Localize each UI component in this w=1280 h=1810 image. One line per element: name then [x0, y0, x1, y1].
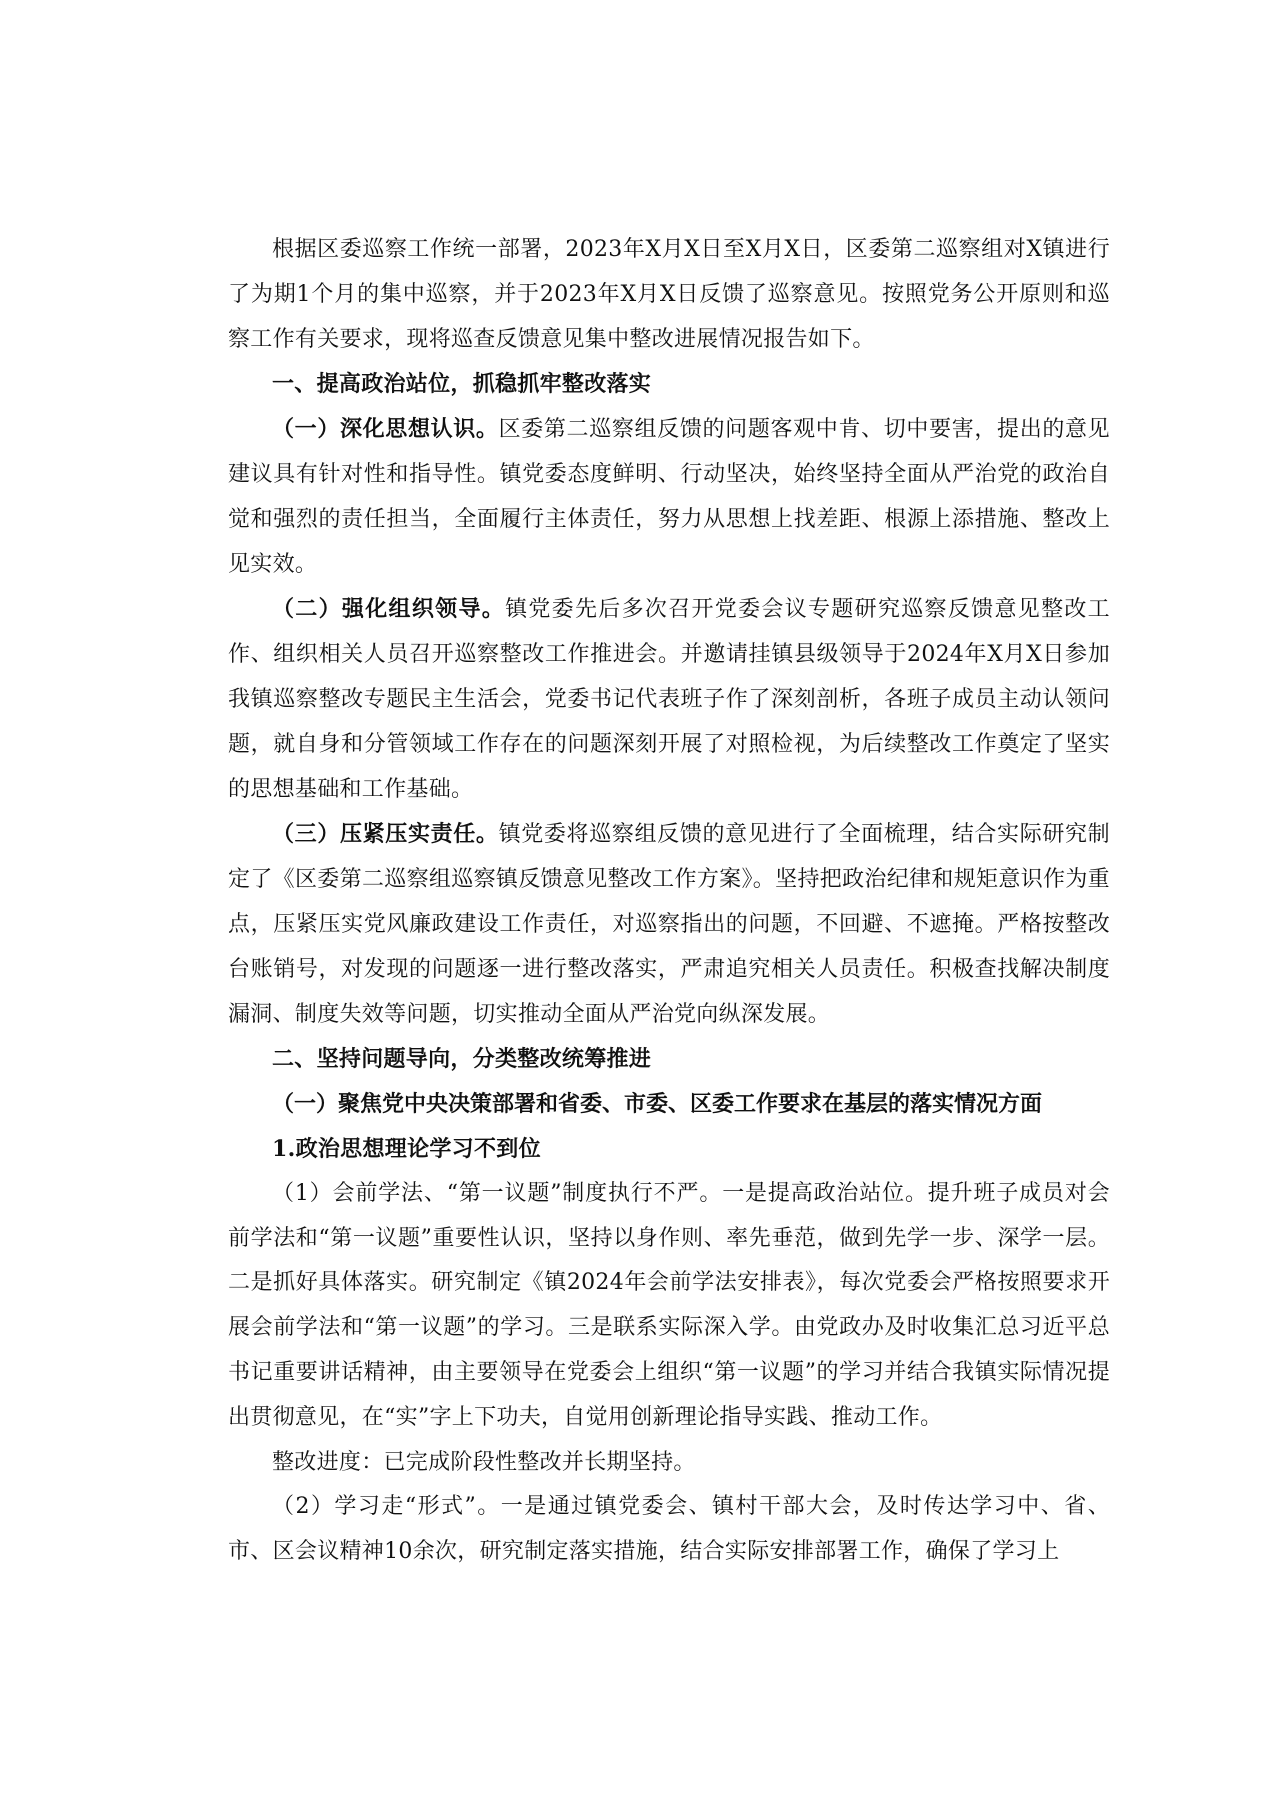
- paragraph-lead: （三）压紧压实责任。: [272, 821, 499, 848]
- paragraph-lead: （二）强化组织领导。: [272, 596, 506, 623]
- paragraph-body: 镇党委将巡察组反馈的意见进行了全面梳理，结合实际研究制定了《区委第二巡察组巡察镇反馈意见整改工作方案》。坚持把政治纪律和规矩意识作为重点，压紧压实党风廉政建设工作责任，对巡察指出的问题，不回避、不遮掩。严格按整改台账销号，对发现的问题逐一进行整改落实，严肃追究相关人员责任。积极查找解决制度漏洞、制度失效等问题，切实推动全面从严治党向纵深发展。: [228, 822, 1110, 1027]
- section-1-paragraph-1: [228, 407, 1110, 587]
- document-page: [228, 228, 1110, 1575]
- item-1-paragraph-2: （2）学习走“形式”。一是通过镇党委会、镇村干部大会，及时传达学习中、省、市、区会议精神10余次，研究制定落实措施，结合实际安排部署工作，确保了学习上: [228, 1494, 1110, 1565]
- paragraph-body: 镇党委先后多次召开党委会议专题研究巡察反馈意见整改工作、组织相关人员召开巡察整改工作推进会。并邀请挂镇县级领导于2024年X月X日参加我镇巡察整改专题民主生活会，党委书记代表班子作了深刻剖析，各班子成员主动认领问题，就自身和分管领域工作存在的问题深刻开展了对照检视，为后续整改工作奠定了坚实的思想基础和工作基础。: [228, 597, 1110, 802]
- section-2-heading: 二、坚持问题导向，分类整改统筹推进: [272, 1046, 652, 1073]
- section-1-paragraph-2: [228, 587, 1110, 812]
- paragraph-lead: （一）深化思想认识。: [272, 416, 499, 443]
- paragraph-body: 区委第二巡察组反馈的问题客观中肯、切中要害，提出的意见建议具有针对性和指导性。镇党委态度鲜明、行动坚决，始终坚持全面从严治党的政治自觉和强烈的责任担当，全面履行主体责任，努力从思想上找差距、根源上添措施、整改上见实效。: [228, 417, 1110, 577]
- section-1-heading: 一、提高政治站位，抓稳抓牢整改落实: [272, 371, 652, 398]
- item-1-paragraph-1: （1）会前学法、“第一议题”制度执行不严。一是提高政治站位。提升班子成员对会前学法和“第一议题”重要性认识，坚持以身作则、率先垂范，做到先学一步、深学一层。二是抓好具体落实。研究制定《镇2024年会前学法安排表》，每次党委会严格按照要求开展会前学法和“第一议题”的学习。三是联系实际深入学。由党政办及时收集汇总习近平总书记重要讲话精神，由主要领导在党委会上组织“第一议题”的学习并结合我镇实际情况提出贯彻意见，在“实”字上下功夫，自觉用创新理论指导实践、推动工作。: [228, 1180, 1110, 1430]
- section-2-subheading: （一）聚焦党中央决策部署和省委、市委、区委工作要求在基层的落实情况方面: [272, 1091, 1043, 1118]
- item-1-heading: 1.政治思想理论学习不到位: [272, 1135, 541, 1162]
- section-1-paragraph-3: [228, 812, 1110, 1037]
- intro-paragraph: 根据区委巡察工作统一部署，2023年X月X日至X月X日，区委第二巡察组对X镇进行了为期1个月的集中巡察，并于2023年X月X日反馈了巡察意见。按照党务公开原则和巡察工作有关要求，现将巡查反馈意见集中整改进展情况报告如下。: [228, 237, 1110, 352]
- progress-paragraph: 整改进度：已完成阶段性整改并长期坚持。: [272, 1449, 696, 1475]
